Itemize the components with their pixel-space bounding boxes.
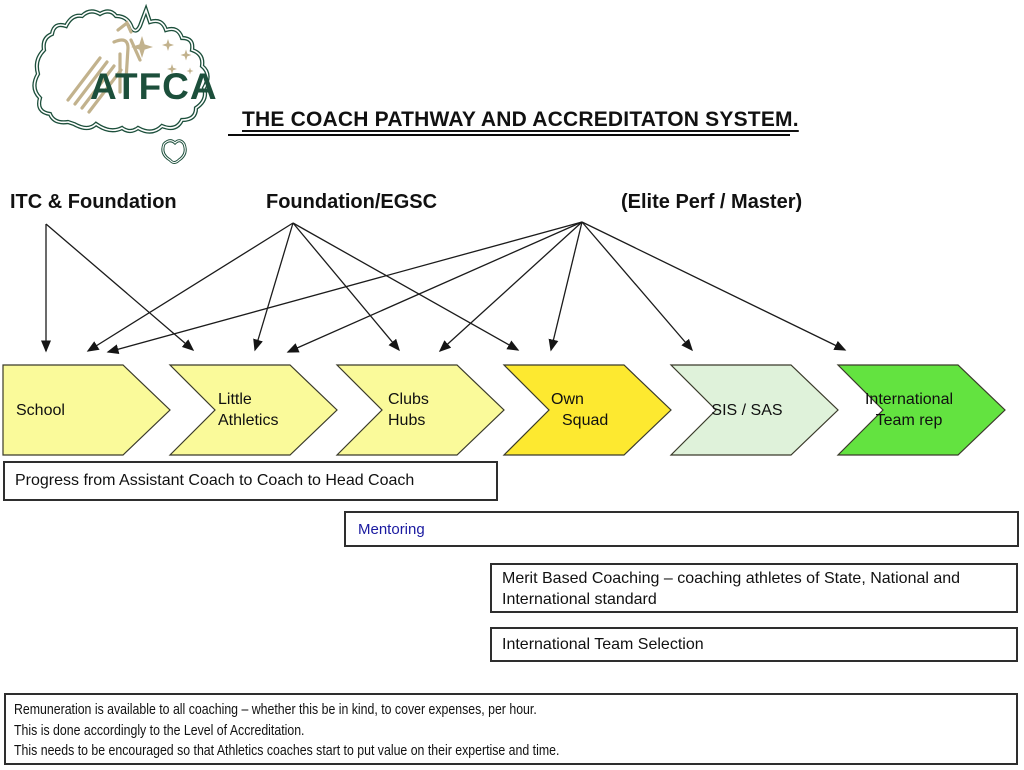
level-label-elite-perf-master: (Elite Perf / Master) [621,191,803,213]
chevron-label-line: School [16,401,65,419]
arrow-foundation-little-athletics [255,223,293,350]
mentoring-box [344,511,1019,547]
chevron-label-line: Clubs [388,391,429,408]
chevron-label-line: SIS / SAS [711,401,783,419]
chevron-label-line: Squad [562,412,609,429]
chevron-label-line: Hubs [388,412,426,429]
international-team-selection-box [490,627,1018,662]
arrow-elite-sis-sas [582,222,692,350]
merit-based-coaching-box [490,563,1018,613]
chevron-international-team-rep [838,365,1005,455]
merit-box-text: Merit Based Coaching – coaching athletes of State, National and International standard [502,570,961,608]
arrow-elite-international [582,222,845,350]
page-title: THE COACH PATHWAY AND ACCREDITATON SYSTEM. [242,108,799,131]
chevron-label-line: Little [218,391,252,408]
pathway-arrows [46,222,845,352]
mentoring-box-text: Mentoring [358,520,425,538]
remuneration-line-3: This needs to be encouraged so that Athletics coaches start to put value on their expertise and time. [14,743,560,759]
chevron-sis-sas [671,365,838,455]
chevron-school [3,365,170,455]
level-label-itc-foundation: ITC & Foundation [10,191,177,213]
level-label-foundation-egsc: Foundation/EGSC [266,191,438,213]
chevron-own-squad [504,365,671,455]
arrow-elite-little-athletics [288,222,582,352]
selection-box-text: International Team Selection [502,635,704,653]
chevron-label-line: Own [551,391,584,408]
chevron-clubs-hubs [337,365,504,455]
remuneration-box [4,693,1018,765]
progress-box-text: Progress from Assistant Coach to Coach to Head Coach [15,472,415,489]
chevron-label-line: Team rep [875,412,943,429]
pathway-chevrons [3,365,1005,455]
progress-box [3,461,498,501]
arrow-foundation-own-squad [293,223,518,350]
logo-wordmark: ATFCA [90,66,218,107]
chevron-label-line: Athletics [218,412,279,429]
remuneration-line-1: Remuneration is available to all coaching – whether this be in kind, to cover expenses, per hour. [14,702,537,718]
arrow-elite-own-squad [551,222,582,350]
remuneration-line-2: This is done accordingly to the Level of Accreditation. [14,722,305,739]
chevron-little-athletics [170,365,337,455]
chevron-label-line: International [864,391,954,408]
